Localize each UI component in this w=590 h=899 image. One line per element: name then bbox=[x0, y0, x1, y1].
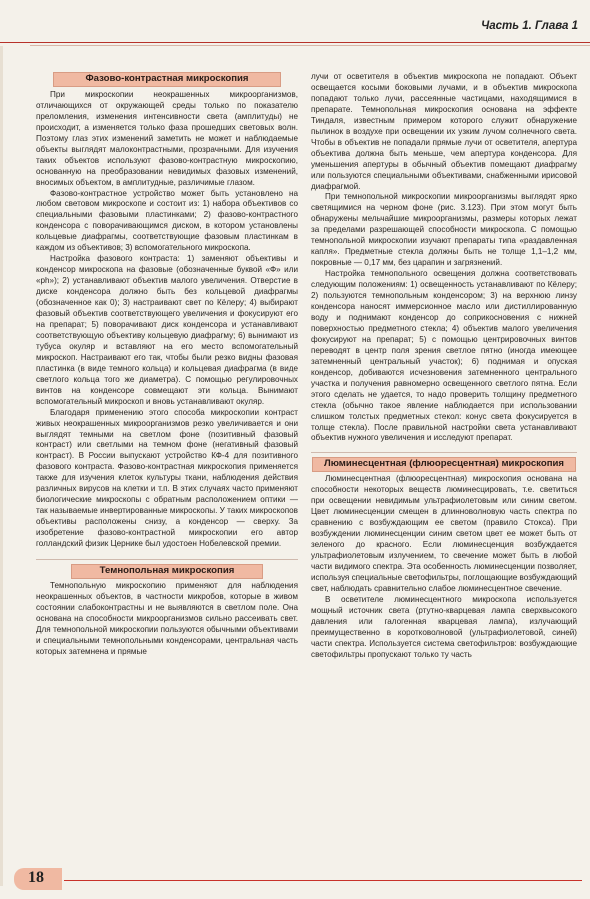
right-column bbox=[311, 72, 577, 661]
page-edge bbox=[0, 46, 3, 886]
paragraph: При микроскопии неокрашенных микроорганизмов, отличающихся от окружающей среды только по показателю преломления, изменения интенсивности света (амплитуды) не происходит, а изменяется только фаза прошедших световых волн. Поэтому глаз этих изменений заметить не может и наблюдаемые объекты выглядят малоконтрастными, прозрачными. Для изучения таких объектов используют фазово-контрастную микроскопию, основанную на преобразовании невидимых фазовых изменений, вносимых объектом, в амплитудные, различимые глазом. bbox=[36, 89, 298, 187]
section-heading-dark-field: Темнопольная микроскопия bbox=[71, 564, 263, 579]
footer-rule bbox=[64, 880, 582, 881]
paragraph: Настройка фазового контраста: 1) заменяют объективы и конденсор микроскопа на фазовые (обозначенные буквой «Ф» или «ph»); 2) устанавливают объектив малого увеличения. Отверстие в диске конденсора должно быть без кольцевой диафрагмы (обозначенное как 0); 3) настраивают свет по Кёлеру; 4) выбирают фазовый объектив соответствующего увеличения и фокусируют его на препарат; 5) поворачивают диск конденсора и устанавливают соответствующую объективу кольцевую диафрагму; 6) вынимают из тубуса окуляр и вставляют на его место вспомогательный микроскоп. Настраивают его так, чтобы были резко видны фазовая пластинка (в виде темного кольца) и кольцевая диафрагма (в виде светлого кольца того же диаметра). С помощью регулировочных винтов на конденсоре совмещают эти кольца. Вынимают вспомогательный микроскоп и вновь устанавливают окуляр. bbox=[36, 254, 298, 406]
paragraph: Фазово-контрастное устройство может быть установлено на любом световом микроскопе и состоит из: 1) набора объективов со специальными фазовыми пластинками; 2) фазово-контрастного конденсора с поворачивающимся диском, в котором установлены кольцевые диафрагмы, соответствующие фазовым пластинкам в каждом из объективов; 3) вспомогательного микроскопа. bbox=[36, 188, 298, 253]
paragraph: При темнопольной микроскопии микроорганизмы выглядят ярко светящимися на черном фоне (рис. 3.123). При этом могут быть обнаружены мельчайшие микроорганизмы, размеры которых лежат за пределами разрешающей способности микроскопа. С помощью темнопольной микроскопии изучают препараты типа «раздавленная капля». Предметные стекла должны быть не толще 1,1–1,2 мм, покровные — 0,17 мм, без царапин и загрязнений. bbox=[311, 192, 577, 268]
paragraph: лучи от осветителя в объектив микроскопа не попадают. Объект освещается косыми боковыми лучами, и в объектив микроскопа попадают только лучи, рассеянные частицами, находящимися в препарате. Темнопольная микроскопия основана на эффекте Тиндаля, известным примером которого служит обнаружение пылинок в воздухе при освещении их узким лучом солнечного света. Чтобы в объектив не попадали прямые лучи от осветителя, апертура объектива должна быть меньше, чем апертура конденсора. Для уменьшения апертуры в обычный объектив помещают диафрагму или пользуются специальными объективами, снабженными ирисовой диафрагмой. bbox=[311, 72, 577, 191]
header-rule bbox=[0, 42, 590, 43]
running-header: Часть 1. Глава 1 bbox=[481, 20, 578, 32]
header-rule-thin bbox=[30, 45, 590, 46]
section-heading-luminescent: Люминесцентная (флюоресцентная) микроскопия bbox=[312, 457, 576, 472]
section-heading-phase-contrast: Фазово-контрастная микроскопия bbox=[53, 72, 281, 87]
paragraph: В осветителе люминесцентного микроскопа используется мощный источник света (ртутно-кварцевая лампа сверхвысокого давления или галогенная кварцевая лампа), излучающий преимущественно в коротковолновой (ультрафиолетовой, синей) части спектра. Используется система светофильтров: возбуждающие светофильтры пропускают только ту часть bbox=[311, 594, 577, 659]
paragraph: Люминесцентная (флюоресцентная) микроскопия основана на способности некоторых веществ люминесцировать, т.е. светиться при освещении невидимым ультрафиолетовым или синим светом. Цвет люминесценции смещен в длинноволновую часть спектра по сравнению с возбуждающим ее светом (правило Стокса). При возбуждении люминесценции синим светом цвет ее может быть от зеленого до красного. Если люминесценция возбуждается ультрафиолетовым излучением, то свечение может быть в любой части видимого спектра. Эта особенность люминесценции позволяет, используя специальные светофильтры, поглощающие возбуждающий свет, наблюдать сравнительно слабое люминесцентное свечение. bbox=[311, 474, 578, 593]
paragraph: Настройка темнопольного освещения должна соответствовать следующим положениям: 1) освещенность устанавливают по Кёлеру; 2) пользуются темнопольным конденсором; 3) на верхнюю линзу конденсора наносят иммерсионное масло или дистиллированную воду и поднимают конденсор до соприкосновения с нижней поверхностью предметного стекла; 4) объектив малого увеличения фокусируют на препарат; 5) с помощью центрировочных винтов переводят в центр поля зрения светлое пятно (иногда имеющее затемненный центральный участок); 6) поднимая и опуская конденсор, добиваются исчезновения затемненного центрального участка и получения равномерно освещенного светлого пятна. Если этого сделать не удается, то надо проверить толщину предметного стекла (обычно такое явление наблюдается при использовании слишком толстых предметных стекол: конус света фокусируется в толще стекла). После правильной настройки света устанавливают объектив нужного увеличения и исследуют препарат. bbox=[311, 269, 577, 443]
paragraph: Благодаря применению этого способа микроскопии контраст живых неокрашенных микроорганизмов резко увеличивается и они выглядят темными на светлом фоне (позитивный фазовый контраст) или светлыми на темном фоне (негативный фазовый контраст). В России выпускают устройство КФ-4 для позитивного фазового контраста. Фазово-контрастная микроскопия применяется также для изучения клеток культуры ткани, наблюдения действия различных вирусов на клетки и т.п. В этих случаях часто применяют биологические микроскопы с обратным расположением оптики — так называемые инвертированные микроскопы. У таких микроскопов объективы расположены снизу, а конденсор — сверху. За изобретение фазово-контрастной микроскопии его автор голландский физик Цернике был удостоен Нобелевской премии. bbox=[36, 407, 298, 549]
left-column bbox=[36, 72, 298, 658]
page-number: 18 bbox=[28, 869, 44, 886]
paragraph: Темнопольную микроскопию применяют для наблюдения неокрашенных объектов, в частности микробов, которые в живом состоянии слабоконтрастны и не выявляются в светлом поле. Она основана на способности микроорганизмов сильно рассеивать свет. Для темнопольной микроскопии пользуются обычными объективами и специальными темнопольными конденсорами, центральная часть которых затемнена и прямые bbox=[36, 580, 298, 656]
